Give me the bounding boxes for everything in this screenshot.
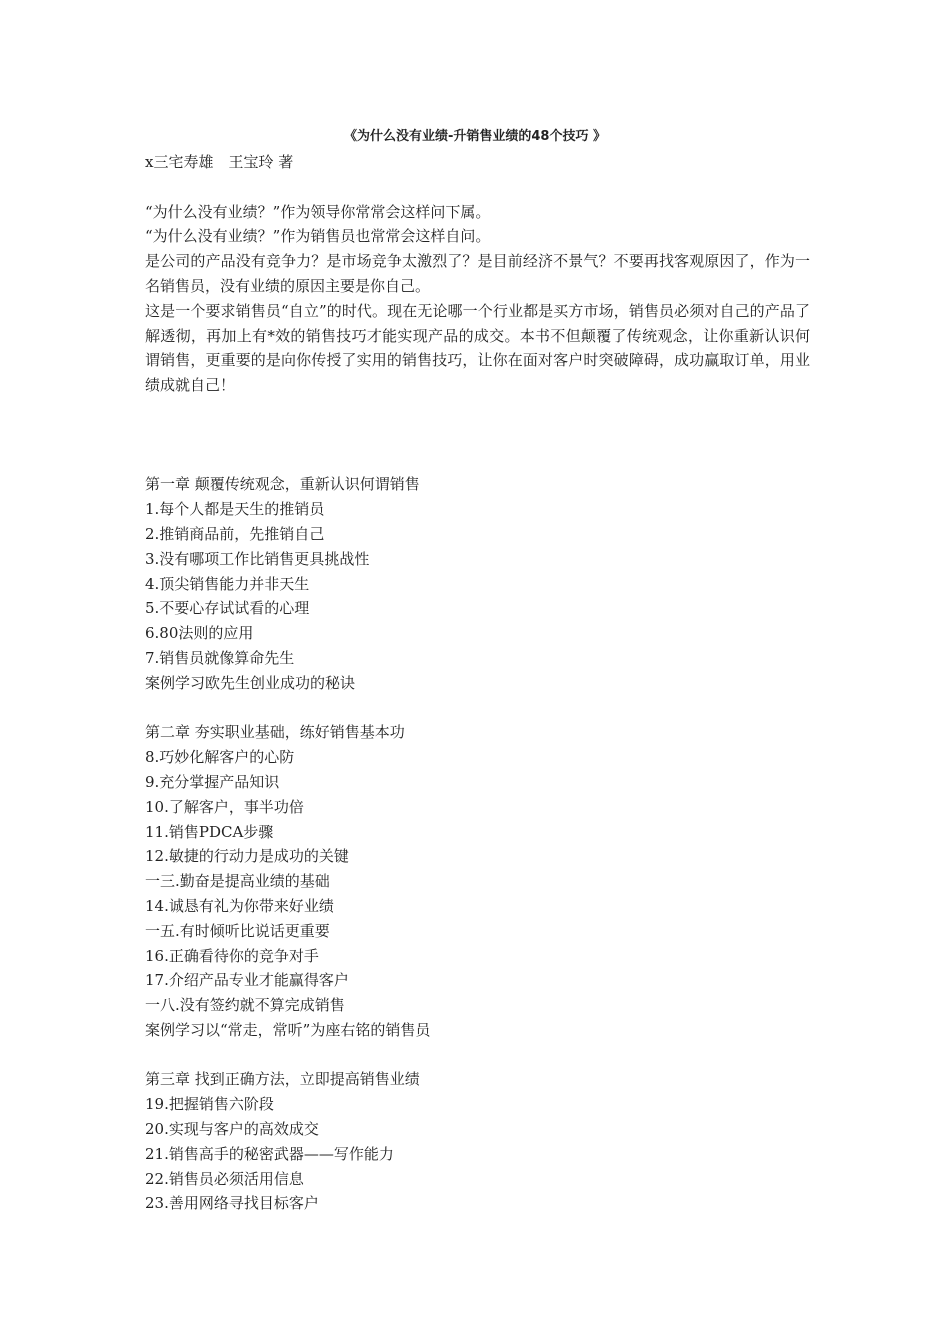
toc-item: 6.80法则的应用	[145, 624, 254, 643]
spacer	[145, 175, 810, 200]
toc-item: 21.销售高手的秘密武器——写作能力	[145, 1144, 394, 1163]
toc-item: 9.充分掌握产品知识	[145, 772, 280, 791]
toc-item: 11.销售PDCA步骤	[145, 822, 274, 841]
document-body	[145, 150, 810, 1216]
toc-item: 5.不要心存试试看的心理	[145, 599, 310, 618]
spacer	[145, 398, 810, 472]
toc-item: 案例学习以“常走，常听”为座右铭的销售员	[145, 1020, 431, 1039]
chapter-heading: 第三章 找到正确方法，立即提高销售业绩	[145, 1070, 420, 1089]
toc-item: 一五.有时倾听比说话更重要	[145, 921, 330, 940]
chapter-heading: 第一章 颠覆传统观念，重新认识何谓销售	[145, 475, 420, 494]
toc-item: 一八.没有签约就不算完成销售	[145, 996, 345, 1015]
toc-item: 8.巧妙化解客户的心防	[145, 748, 295, 767]
toc-item: 17.介绍产品专业才能赢得客户	[145, 971, 349, 990]
spacer	[145, 696, 810, 721]
document-title: 《为什么没有业绩-升销售业绩的48个技巧 》	[343, 129, 606, 144]
toc-item: 2.推销商品前，先推销自己	[145, 524, 325, 543]
intro-paragraph: 这是一个要求销售员“自立”的时代。现在无论哪一个行业都是买方市场，销售员必须对自己的产品了解透彻，再加上有*效的销售技巧才能实现产品的成交。本书不但颠覆了传统观念，让你重新认识何谓销售，更重要的是向你传授了实用的销售技巧，让你在面对客户时突破障碍，成功赢取订单，用业绩成就自己！	[145, 301, 810, 395]
toc-item: 7.销售员就像算命先生	[145, 648, 295, 667]
toc-item: 19.把握销售六阶段	[145, 1095, 274, 1114]
spacer	[145, 1043, 810, 1068]
chapter-heading: 第二章 夯实职业基础，练好销售基本功	[145, 723, 405, 742]
toc-item: 10.了解客户，事半功倍	[145, 797, 304, 816]
intro-paragraph: “为什么没有业绩？”作为销售员也常常会这样自问。	[145, 227, 491, 246]
toc-item: 3.没有哪项工作比销售更具挑战性	[145, 549, 370, 568]
toc-item: 20.实现与客户的高效成交	[145, 1120, 319, 1139]
toc-item: 一三.勤奋是提高业绩的基础	[145, 872, 330, 891]
toc-item: 12.敏捷的行动力是成功的关键	[145, 847, 349, 866]
toc-item: 1.每个人都是天生的推销员	[145, 500, 325, 519]
intro-paragraph: “为什么没有业绩？”作为领导你常常会这样问下属。	[145, 202, 491, 221]
author-line: x三宅寿雄 王宝玲 著	[145, 153, 294, 171]
toc-item: 14.诚恳有礼为你带来好业绩	[145, 896, 334, 915]
intro-paragraph: 是公司的产品没有竞争力？是市场竞争太激烈了？是目前经济不景气？不要再找客观原因了，作为一名销售员，没有业绩的原因主要是你自己。	[145, 252, 810, 295]
toc-item: 4.顶尖销售能力并非天生	[145, 574, 310, 593]
toc-item: 16.正确看待你的竞争对手	[145, 946, 319, 965]
toc-item: 23.善用网络寻找目标客户	[145, 1194, 319, 1213]
toc-item: 22.销售员必须活用信息	[145, 1169, 304, 1188]
toc-item: 案例学习欧先生创业成功的秘诀	[145, 673, 356, 692]
